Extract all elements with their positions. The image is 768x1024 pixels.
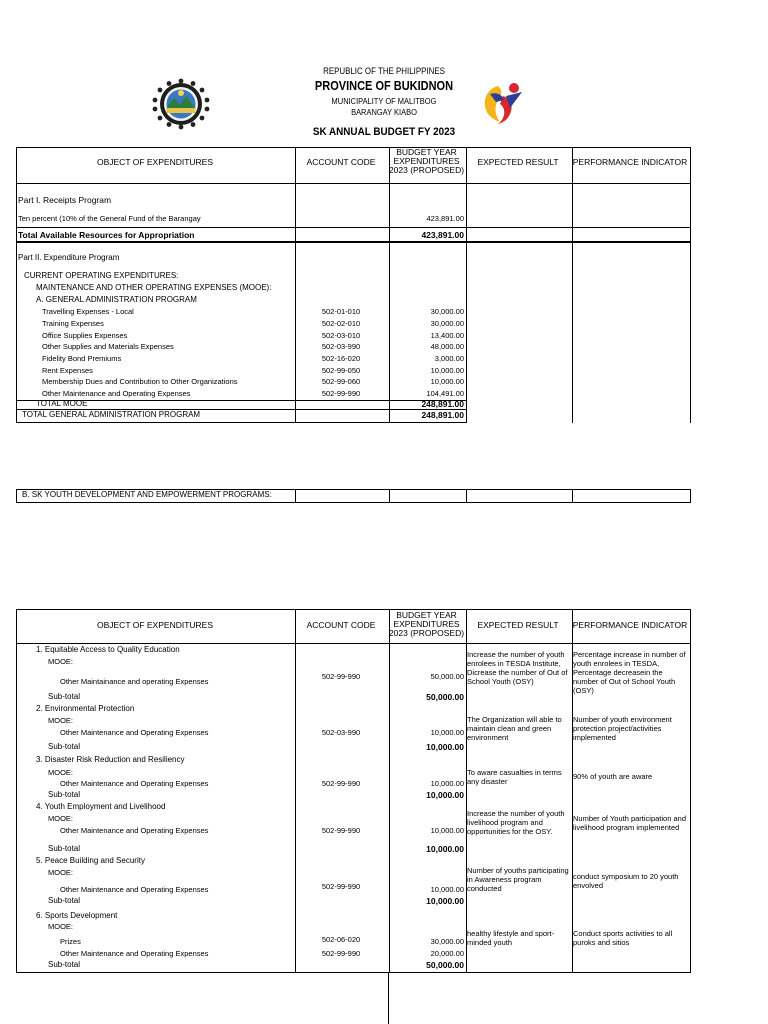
mooe-label: MOOE:	[48, 657, 74, 666]
line-item-amount: 10,000.00	[430, 377, 464, 386]
column-account-code: ACCOUNT CODE	[306, 157, 376, 167]
line-item-code: 502-03-010	[321, 331, 361, 340]
document-title: SK ANNUAL BUDGET FY 2023	[312, 126, 456, 138]
subtotal-amount: 10,000.00	[426, 790, 464, 800]
mooe-label: MOOE:	[48, 922, 74, 931]
line-item-amount: 48,000.00	[430, 342, 464, 351]
expected-result-text: healthy lifestyle and sport-minded youth	[467, 929, 555, 947]
line-item-amount: 30,000.00	[430, 307, 464, 316]
line-item-amount: 10,000.00	[430, 728, 464, 737]
line-item-code: 502-99-990	[321, 882, 361, 891]
line-item-label: Other Maintenance and Operating Expenses	[60, 728, 209, 737]
line-item-label: Training Expenses	[42, 319, 104, 328]
program-title: 3. Disaster Risk Reduction and Resiliency	[36, 755, 185, 764]
program-title: 5. Peace Building and Security	[36, 856, 145, 865]
line-item-amount: 104,491.00	[426, 389, 464, 398]
subtotal-label: Sub-total	[48, 692, 81, 701]
subtotal-amount: 10,000.00	[426, 742, 464, 752]
line-item-code: 502-01-010	[321, 307, 361, 316]
line-item-code: 502-99-050	[321, 366, 361, 375]
republic-heading: REPUBLIC OF THE PHILIPPINES	[323, 66, 445, 76]
mooe-label: MOOE:	[48, 814, 74, 823]
subtotal-amount: 50,000.00	[426, 960, 464, 970]
line-item-label: Other Maintainance and operating Expenses	[60, 677, 209, 686]
subtotal-label: Sub-total	[48, 742, 81, 751]
total-available-label: Total Available Resources for Appropriation	[18, 230, 195, 240]
line-item-label: Fidelity Bond Premiums	[42, 354, 122, 363]
program-title: 2. Environmental Protection	[36, 704, 135, 713]
barangay-heading: BARANGAY KIABO	[351, 107, 417, 117]
column-account-code: ACCOUNT CODE	[306, 620, 376, 630]
line-item-code: 502-99-990	[321, 389, 361, 398]
ten-percent-label: Ten percent (10% of the General Fund of the Barangay	[18, 214, 201, 223]
gen-admin-title: A. GENERAL ADMINISTRATION PROGRAM	[36, 295, 197, 304]
total-available-amount: 423,891.00	[421, 230, 464, 240]
subtotal-amount: 10,000.00	[426, 844, 464, 854]
line-item-code: 502-02-010	[321, 319, 361, 328]
line-item-label: Other Maintenance and Operating Expenses	[60, 885, 209, 894]
line-item-code: 502-99-990	[321, 826, 361, 835]
column-performance-indicator: PERFORMANCE INDICATOR	[572, 620, 688, 630]
column-budget: BUDGET YEAR EXPENDITURES 2023 (PROPOSED)	[388, 147, 465, 175]
expected-result-text: Increase the number of youth enrolees in TESDA Institute, Dicrease the number of Out of School Youth (OSY)	[467, 650, 568, 686]
line-item-label: Office Supplies Expenses	[42, 331, 128, 340]
province-heading: PROVINCE OF BUKIDNON	[314, 79, 454, 93]
mooe-label: MOOE:	[48, 768, 74, 777]
subtotal-label: Sub-total	[48, 844, 81, 853]
performance-indicator-text: Number of youth environment protection project/activities implemented	[573, 715, 672, 742]
expected-result-text: The Organization will able to maintain clean and green environment	[467, 715, 562, 742]
line-item-amount: 10,000.00	[430, 885, 464, 894]
program-title: 1. Equitable Access to Quality Education	[36, 645, 180, 654]
line-item-amount: 10,000.00	[430, 366, 464, 375]
column-budget: BUDGET YEAR EXPENDITURES 2023 (PROPOSED)	[388, 610, 465, 638]
column-object: OBJECT OF EXPENDITURES	[96, 157, 214, 167]
column-expected-result: EXPECTED RESULT	[477, 620, 559, 630]
column-object: OBJECT OF EXPENDITURES	[96, 620, 214, 630]
line-item-amount: 3,000.00	[434, 354, 464, 363]
mooe-label: MOOE:	[48, 868, 74, 877]
line-item-amount: 10,000.00	[430, 779, 464, 788]
sk-program-title: B. SK YOUTH DEVELOPMENT AND EMPOWERMENT PROGRAMS:	[22, 490, 272, 499]
line-item-code: 502-06-020	[321, 935, 361, 944]
line-item-amount: 10,000.00	[430, 826, 464, 835]
expected-result-text: Increase the number of youth livelihood program and opportunities for the OSY.	[467, 809, 565, 836]
performance-indicator-text: conduct symposium to 20 youth envolved	[573, 872, 679, 890]
program-title: 4. Youth Employment and Livelihood	[36, 802, 166, 811]
part2-title: Part II. Expenditure Program	[18, 253, 120, 262]
next-table-stub	[388, 972, 389, 1024]
subtotal-amount: 10,000.00	[426, 896, 464, 906]
total-gen-admin-amount: 248,891.00	[421, 410, 464, 420]
performance-indicator-text: Number of Youth participation and livelihood program implemented	[573, 814, 686, 832]
total-mooe-amount: 248,891.00	[421, 399, 464, 409]
municipality-heading: MUNICIPALITY OF MALITBOG	[331, 96, 437, 106]
line-item-code: 502-99-990	[321, 672, 361, 681]
expected-result-text: Number of youths participating in Awareness program conducted	[467, 866, 569, 893]
line-item-label: Other Maintenance and Operating Expenses	[60, 779, 209, 788]
expected-result-text: To aware casualties in terms any disaster	[467, 768, 562, 786]
subtotal-label: Sub-total	[48, 896, 81, 905]
line-item-code: 502-16-020	[321, 354, 361, 363]
subtotal-amount: 50,000.00	[426, 692, 464, 702]
total-mooe-label: TOTAL MOOE	[36, 399, 88, 408]
current-opex-title: CURRENT OPERATING EXPENDITURES:	[24, 271, 179, 280]
line-item-amount: 30,000.00	[430, 937, 464, 946]
column-expected-result: EXPECTED RESULT	[477, 157, 559, 167]
mooe-label: MOOE:	[48, 716, 74, 725]
line-item-amount: 13,400.00	[430, 331, 464, 340]
performance-indicator-text: Conduct sports activities to all puroks and sitios	[573, 929, 673, 947]
line-item-label: Rent Expenses	[42, 366, 93, 375]
line-item-code: 502-99-990	[321, 779, 361, 788]
line-item-code: 502-03-990	[321, 342, 361, 351]
line-item-code: 502-99-060	[321, 377, 361, 386]
line-item-amount: 30,000.00	[430, 319, 464, 328]
performance-indicator-text: 90% of youth are aware	[573, 772, 653, 781]
performance-indicator-text: Percentage increase in number of youth enrolees in TESDA, Percentage decreasein the number of Out of School Youth (OSY)	[573, 650, 686, 695]
line-item-label: Other Maintenance and Operating Expenses	[42, 389, 191, 398]
ten-percent-amount: 423,891.00	[426, 214, 464, 223]
program-title: 6. Sports Development	[36, 911, 118, 920]
line-item-label: Other Maintenance and Operating Expenses	[60, 826, 209, 835]
line-item-amount: 20,000.00	[430, 949, 464, 958]
line-item-code: 502-99-990	[321, 949, 361, 958]
line-item-label: Prizes	[60, 937, 81, 946]
sk-logo-icon	[476, 78, 526, 128]
total-gen-admin-label: TOTAL GENERAL ADMINISTRATION PROGRAM	[22, 410, 201, 419]
subtotal-label: Sub-total	[48, 790, 81, 799]
line-item-label: Other Supplies and Materials Expenses	[42, 342, 174, 351]
mooe-title: MAINTENANCE AND OTHER OPERATING EXPENSES (MOOE):	[36, 283, 272, 292]
column-performance-indicator: PERFORMANCE INDICATOR	[572, 157, 688, 167]
barangay-seal-icon	[150, 78, 212, 130]
line-item-amount: 50,000.00	[430, 672, 464, 681]
line-item-label: Other Maintenance and Operating Expenses	[60, 949, 209, 958]
subtotal-label: Sub-total	[48, 960, 81, 969]
part1-title: Part I. Receipts Program	[18, 195, 112, 205]
line-item-label: Travelling Expenses - Local	[42, 307, 134, 316]
line-item-code: 502-03-990	[321, 728, 361, 737]
line-item-label: Membership Dues and Contribution to Other Organizations	[42, 377, 238, 386]
